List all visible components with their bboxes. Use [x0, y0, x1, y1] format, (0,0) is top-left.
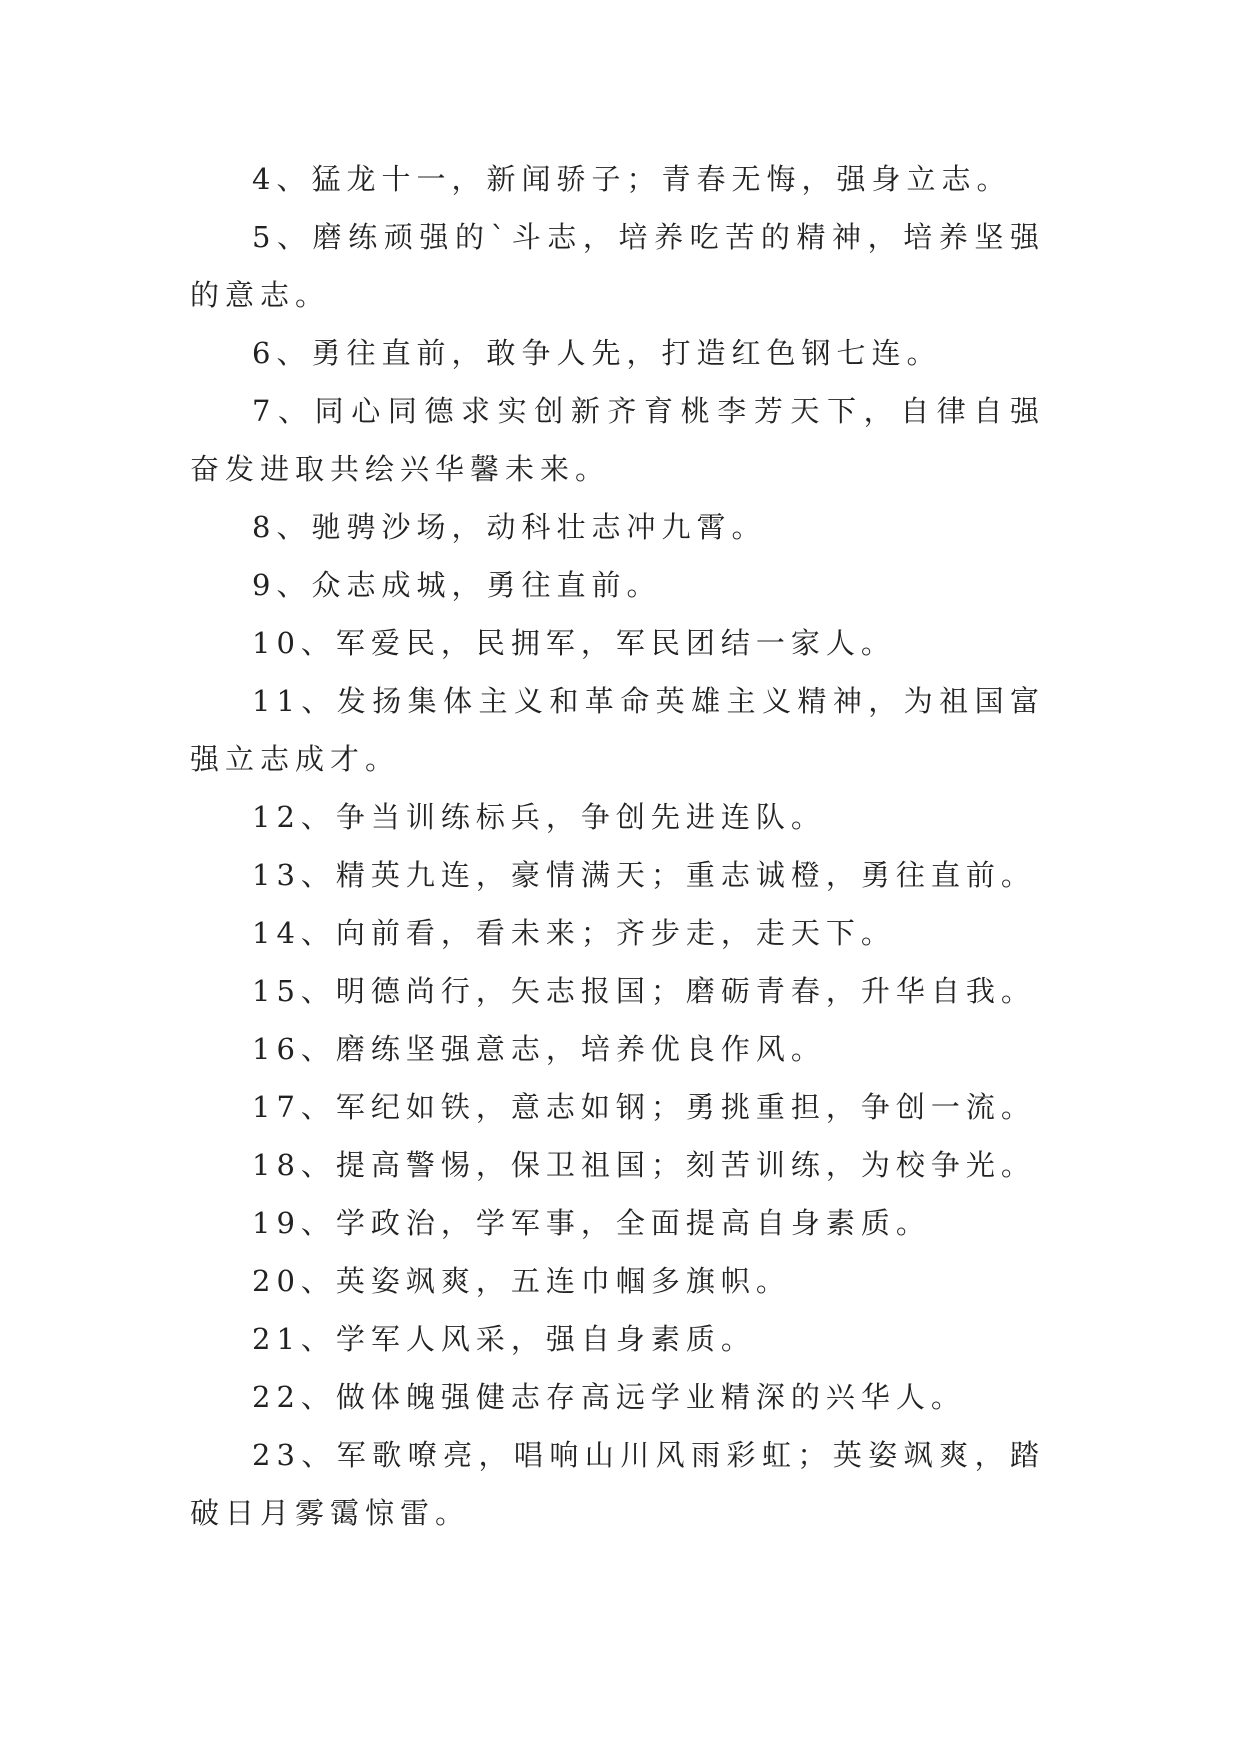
slogan-item: 15、明德尚行，矢志报国；磨砺青春，升华自我。	[252, 974, 1036, 1008]
slogan-item: 11、发扬集体主义和革命英雄主义精神，为祖国富强立志成才。	[190, 684, 1045, 776]
slogan-item: 10、军爱民，民拥军，军民团结一家人。	[252, 626, 896, 660]
document-body	[190, 150, 1045, 1542]
slogan-item: 12、争当训练标兵，争创先进连队。	[252, 800, 826, 834]
slogan-item: 9、众志成城，勇往直前。	[252, 568, 662, 602]
slogan-item: 8、驰骋沙场，动科壮志冲九霄。	[252, 510, 767, 544]
slogan-item: 19、学政治，学军事，全面提高自身素质。	[252, 1206, 931, 1240]
slogan-item: 20、英姿飒爽，五连巾帼多旗帜。	[252, 1264, 791, 1298]
slogan-item: 22、做体魄强健志存高远学业精深的兴华人。	[252, 1380, 966, 1414]
slogan-item: 16、磨练坚强意志，培养优良作风。	[252, 1032, 826, 1066]
slogan-item: 14、向前看，看未来；齐步走，走天下。	[252, 916, 896, 950]
slogan-item: 4、猛龙十一，新闻骄子；青春无悔，强身立志。	[252, 162, 1012, 196]
slogan-item: 6、勇往直前，敢争人先，打造红色钢七连。	[252, 336, 942, 370]
slogan-item: 18、提高警惕，保卫祖国；刻苦训练，为校争光。	[252, 1148, 1036, 1182]
slogan-item: 13、精英九连，豪情满天；重志诚橙，勇往直前。	[252, 858, 1036, 892]
slogan-item: 23、军歌嘹亮，唱响山川风雨彩虹；英姿飒爽，踏破日月雾霭惊雷。	[190, 1438, 1045, 1530]
slogan-item: 21、学军人风采，强自身素质。	[252, 1322, 756, 1356]
slogan-item: 17、军纪如铁，意志如钢；勇挑重担，争创一流。	[252, 1090, 1036, 1124]
slogan-item: 5、磨练顽强的`斗志，培养吃苦的精神，培养坚强的意志。	[190, 220, 1045, 312]
slogan-item: 7、同心同德求实创新齐育桃李芳天下，自律自强奋发进取共绘兴华馨未来。	[190, 394, 1045, 486]
